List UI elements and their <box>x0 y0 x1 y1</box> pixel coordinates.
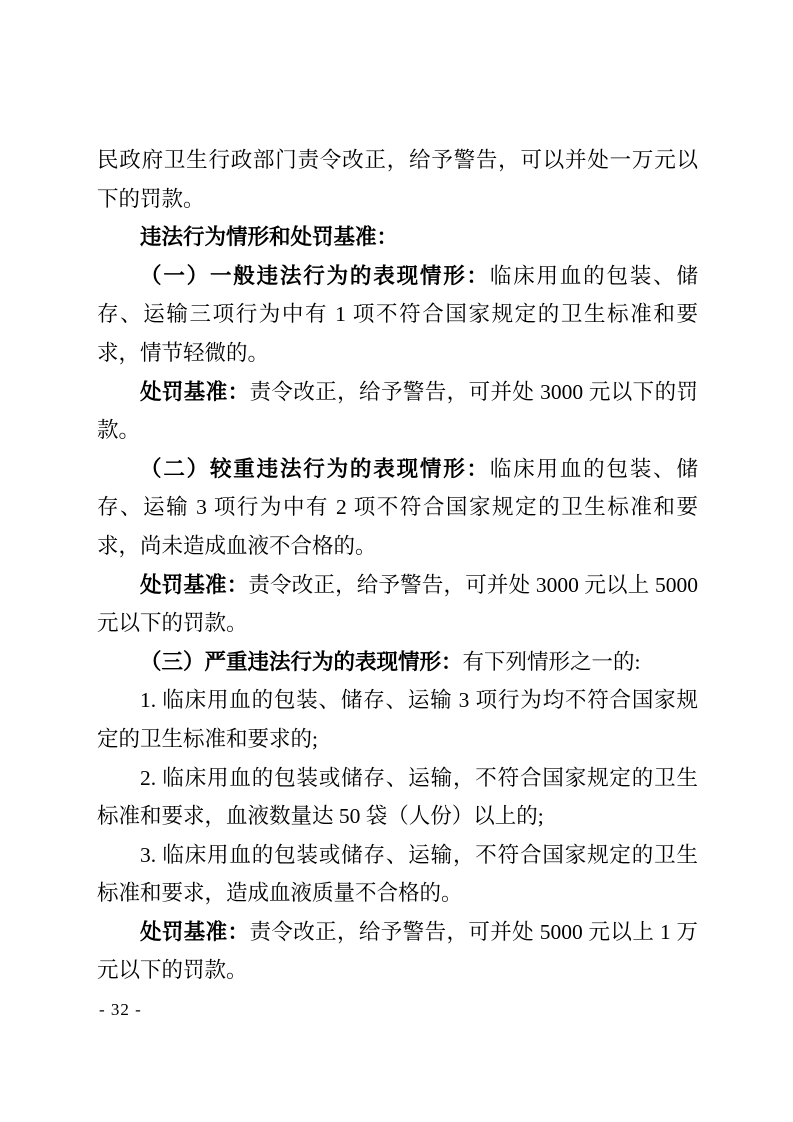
paragraph-text: 1. 临床用血的包装、储存、运输 3 项行为均不符合国家规定的卫生标准和要求的; <box>97 688 698 751</box>
paragraph-bold-lead: （二）较重违法行为的表现情形： <box>140 456 490 481</box>
paragraph-bold-lead: 处罚基准： <box>140 572 249 597</box>
document-body <box>97 141 698 990</box>
paragraph-heading <box>97 218 698 257</box>
paragraph-text: 责令改正，给予警告，可并处 3000 元以上 5000 元以下的罚款。 <box>97 572 698 636</box>
paragraph-text: 2. 临床用血的包装或储存、运输，不符合国家规定的卫生标准和要求，血液数量达 50 袋（人份）以上的; <box>97 765 698 829</box>
paragraph-penalty-3 <box>97 913 698 990</box>
paragraph-bold-lead: 处罚基准： <box>140 379 250 404</box>
page-number: - 32 - <box>99 1000 142 1019</box>
paragraph-text: 临床用血的包装、储存、运输 3 项行为中有 2 项不符合国家规定的卫生标准和要求，尚未造成血液不合格的。 <box>97 456 698 558</box>
paragraph-penalty-1 <box>97 373 698 450</box>
paragraph-text: 民政府卫生行政部门责令改正，给予警告，可以并处一万元以下的罚款。 <box>97 148 698 211</box>
paragraph-bold-lead: 违法行为情形和处罚基准： <box>140 225 399 250</box>
paragraph-subitem-3 <box>97 836 698 913</box>
paragraph-item-2 <box>97 450 698 566</box>
paragraph-text: 责令改正，给予警告，可并处 5000 元以上 1 万元以下的罚款。 <box>97 919 698 983</box>
paragraph-subitem-2 <box>97 759 698 836</box>
paragraph-continuation <box>97 141 698 218</box>
paragraph-text: 临床用血的包装、储存、运输三项行为中有 1 项不符合国家规定的卫生标准和要求，情节轻微的。 <box>97 263 698 365</box>
paragraph-item-3 <box>97 643 698 682</box>
paragraph-bold-lead: 处罚基准： <box>140 919 250 944</box>
paragraph-item-1 <box>97 257 698 373</box>
paragraph-subitem-1 <box>97 681 698 758</box>
paragraph-penalty-2 <box>97 566 698 643</box>
paragraph-text: 责令改正，给予警告，可并处 3000 元以下的罚款。 <box>97 379 698 443</box>
paragraph-text: 3. 临床用血的包装或储存、运输，不符合国家规定的卫生标准和要求，造成血液质量不合格的。 <box>97 842 698 906</box>
paragraph-bold-lead: （一）一般违法行为的表现情形： <box>140 263 490 288</box>
paragraph-text: 有下列情形之一的: <box>462 649 641 674</box>
paragraph-bold-lead: （三）严重违法行为的表现情形： <box>140 649 463 674</box>
